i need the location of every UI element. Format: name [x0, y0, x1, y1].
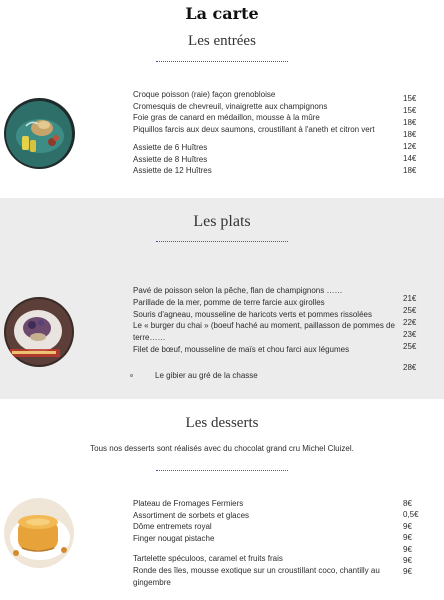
price: 23€ — [403, 330, 417, 339]
desserts-list — [133, 498, 395, 588]
entrees-prices — [403, 93, 435, 177]
list-item: Ronde des îles, mousse exotique sur un croustillant coco, chantilly au gingembre — [133, 565, 380, 587]
price: 25€ — [403, 306, 417, 315]
plats-divider — [156, 241, 288, 242]
list-item: Tartelette spéculoos, caramel et fruits frais — [133, 554, 283, 564]
page-title: La carte — [185, 4, 259, 23]
price: 28€ — [403, 363, 417, 372]
price: 18€ — [403, 118, 417, 127]
desserts-photo — [4, 498, 74, 568]
price: 0,5€ — [403, 510, 419, 520]
bullet-icon — [130, 374, 133, 377]
plats-list — [133, 285, 395, 356]
desserts-title: Les desserts — [185, 415, 259, 431]
price: 12€ — [403, 142, 417, 151]
price: 9€ — [403, 544, 412, 554]
price: 8€ — [403, 499, 412, 508]
price: 14€ — [403, 154, 417, 163]
list-item: Pavé de poisson selon la pêche, flan de champignons …… — [133, 286, 343, 295]
list-item: Filet de bœuf, mousseline de maïs et chou farci aux légumes — [133, 344, 350, 354]
price: 15€ — [403, 106, 417, 115]
list-item: Souris d'agneau, mousseline de haricots verts et pommes rissolées — [133, 309, 372, 319]
entrees-photo — [4, 98, 75, 169]
price: 18€ — [403, 166, 417, 175]
price: 9€ — [403, 567, 412, 577]
desserts-prices — [403, 498, 435, 578]
entrees-list — [133, 89, 395, 177]
price: 22€ — [403, 318, 417, 327]
price: 9€ — [403, 533, 412, 543]
list-item: Finger nougat pistache — [133, 533, 215, 543]
entrees-divider — [156, 61, 288, 62]
price: 18€ — [403, 130, 417, 139]
list-item: Plateau de Fromages Fermiers — [133, 499, 244, 508]
price: 15€ — [403, 94, 417, 103]
list-item: Croque poisson (raie) façon grenobloise — [133, 90, 276, 99]
price: 9€ — [403, 556, 412, 566]
entrees-title: Les entrées — [188, 33, 256, 49]
list-item: Piquillos farcis aux deux saumons, croustillant à l'aneth et citron vert — [133, 124, 375, 134]
plats-title: Les plats — [193, 213, 251, 230]
list-item: Assiette de 12 Huîtres — [133, 166, 212, 175]
desserts-divider — [156, 470, 288, 471]
list-item: Assiette de 8 Huîtres — [133, 154, 208, 164]
price: 21€ — [403, 294, 417, 303]
list-item: Le « burger du chai » (boeuf haché au moment, paillasson de pommes de terre…… — [133, 321, 395, 343]
list-item: Assiette de 6 Huîtres — [133, 143, 208, 152]
list-item: Parillade de la mer, pomme de terre farcie aux girolles — [133, 297, 325, 307]
plats-prices — [403, 293, 435, 374]
price: 25€ — [403, 342, 417, 351]
plats-note: Le gibier au gré de la chasse — [155, 371, 258, 380]
list-item: Cromesquis de chevreuil, vinaigrette aux champignons — [133, 101, 328, 111]
list-item: Foie gras de canard en médaillon, mousse à la mûre — [133, 113, 320, 122]
price: 9€ — [403, 521, 412, 531]
list-item: Dôme entremets royal — [133, 522, 212, 532]
desserts-intro: Tous nos desserts sont réalisés avec du chocolat grand cru Michel Cluizel. — [90, 444, 354, 453]
list-item: Assortiment de sorbets et glaces — [133, 510, 250, 520]
plats-photo — [4, 297, 74, 367]
